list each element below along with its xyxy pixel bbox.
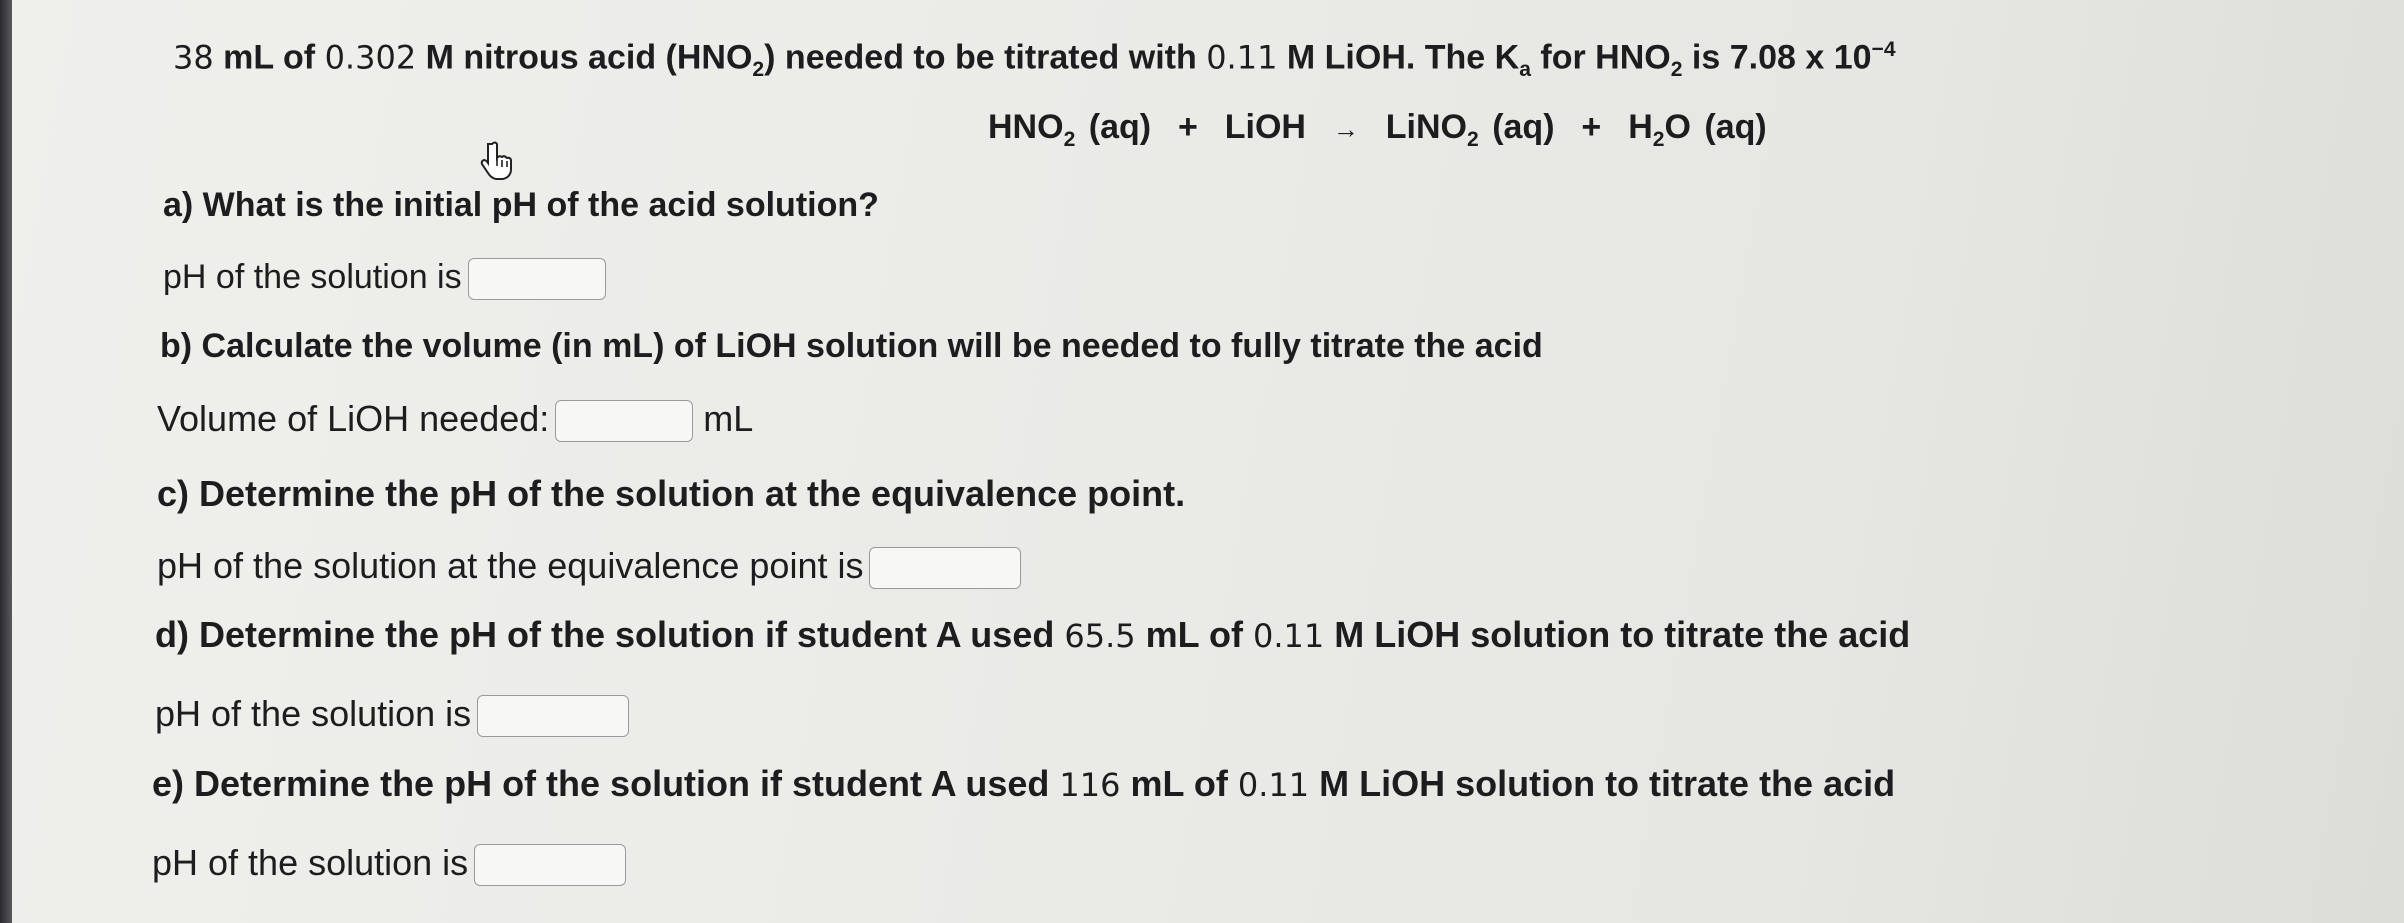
base-concentration: 0.11 [1206, 38, 1278, 77]
eq-product2: H [1628, 108, 1653, 146]
question-e-volume: 116 [1059, 766, 1121, 804]
question-a-answer-row [163, 258, 606, 300]
question-d-answer-row [155, 693, 629, 737]
ka-value: is 7.08 x 10 [1691, 38, 1872, 77]
eq-reactant2: LiOH [1224, 108, 1306, 146]
problem-statement [173, 38, 1896, 82]
question-a-answer-input[interactable] [468, 258, 606, 300]
acid-volume: 38 [173, 38, 214, 77]
question-d-concentration: 0.11 [1252, 617, 1325, 655]
ka-for-subscript: 2 [1670, 58, 1683, 82]
question-e-unit: mL of [1130, 763, 1228, 804]
acid-name: M nitrous acid (HNO [425, 38, 753, 77]
eq-reactant1-state: (aq) [1088, 108, 1152, 146]
question-e-text-end: M LiOH solution to titrate the acid [1319, 763, 1896, 804]
ka-exponent: −4 [1871, 38, 1896, 61]
question-e-prompt [152, 763, 1895, 805]
eq-arrow: → [1332, 114, 1359, 144]
question-e-answer-input[interactable] [474, 844, 626, 886]
question-d-text: d) Determine the pH of the solution if student A used [155, 614, 1055, 655]
eq-reactant1-sub: 2 [1063, 127, 1076, 151]
acid-concentration: 0.302 [324, 38, 417, 77]
reaction-equation [988, 108, 1767, 152]
question-e-answer-row [152, 842, 626, 886]
acid-subscript: 2 [752, 58, 765, 82]
titrate-text: ) needed to be titrated with [764, 38, 1197, 77]
question-d-unit: mL of [1145, 614, 1243, 655]
question-b-label: Volume of LiOH needed: [157, 398, 550, 439]
base-name: M LiOH. The K [1286, 38, 1520, 77]
ka-for-text: for HNO [1540, 38, 1671, 77]
question-b-answer-row [157, 398, 753, 442]
question-d-text-end: M LiOH solution to titrate the acid [1334, 614, 1911, 655]
question-e-label: pH of the solution is [152, 842, 469, 883]
eq-product1: LiNO [1385, 108, 1467, 146]
question-c-answer-input[interactable] [869, 547, 1021, 589]
question-c-prompt: c) Determine the pH of the solution at the equivalence point. [157, 473, 1186, 514]
eq-product2-rest: O (aq) [1664, 108, 1767, 146]
question-d-volume: 65.5 [1064, 617, 1136, 655]
hand-pointer-icon [480, 140, 514, 182]
question-a-prompt: a) What is the initial pH of the acid solution? [163, 186, 879, 224]
question-d-prompt [155, 614, 1910, 656]
question-c-answer-row [157, 545, 1021, 589]
acid-volume-unit: mL of [223, 38, 316, 77]
question-c-label: pH of the solution at the equivalence point is [157, 545, 864, 586]
question-b-unit: mL [703, 398, 754, 439]
ka-subscript: a [1519, 58, 1531, 82]
question-e-concentration: 0.11 [1237, 766, 1310, 804]
question-b-prompt: b) Calculate the volume (in mL) of LiOH solution will be needed to fully titrate the acid [160, 327, 1543, 365]
eq-product1-state: (aq) [1492, 108, 1555, 146]
eq-plus: + [1177, 108, 1198, 146]
question-d-answer-input[interactable] [477, 695, 629, 737]
eq-plus: + [1581, 108, 1602, 146]
question-e-text: e) Determine the pH of the solution if student A used [152, 763, 1050, 804]
eq-product2-sub: 2 [1652, 127, 1665, 151]
question-b-answer-input[interactable] [555, 400, 693, 442]
eq-product1-sub: 2 [1467, 127, 1479, 151]
question-a-label: pH of the solution is [163, 258, 462, 296]
question-d-label: pH of the solution is [155, 693, 472, 734]
eq-reactant1: HNO [988, 108, 1064, 146]
screen-bezel [0, 0, 12, 923]
